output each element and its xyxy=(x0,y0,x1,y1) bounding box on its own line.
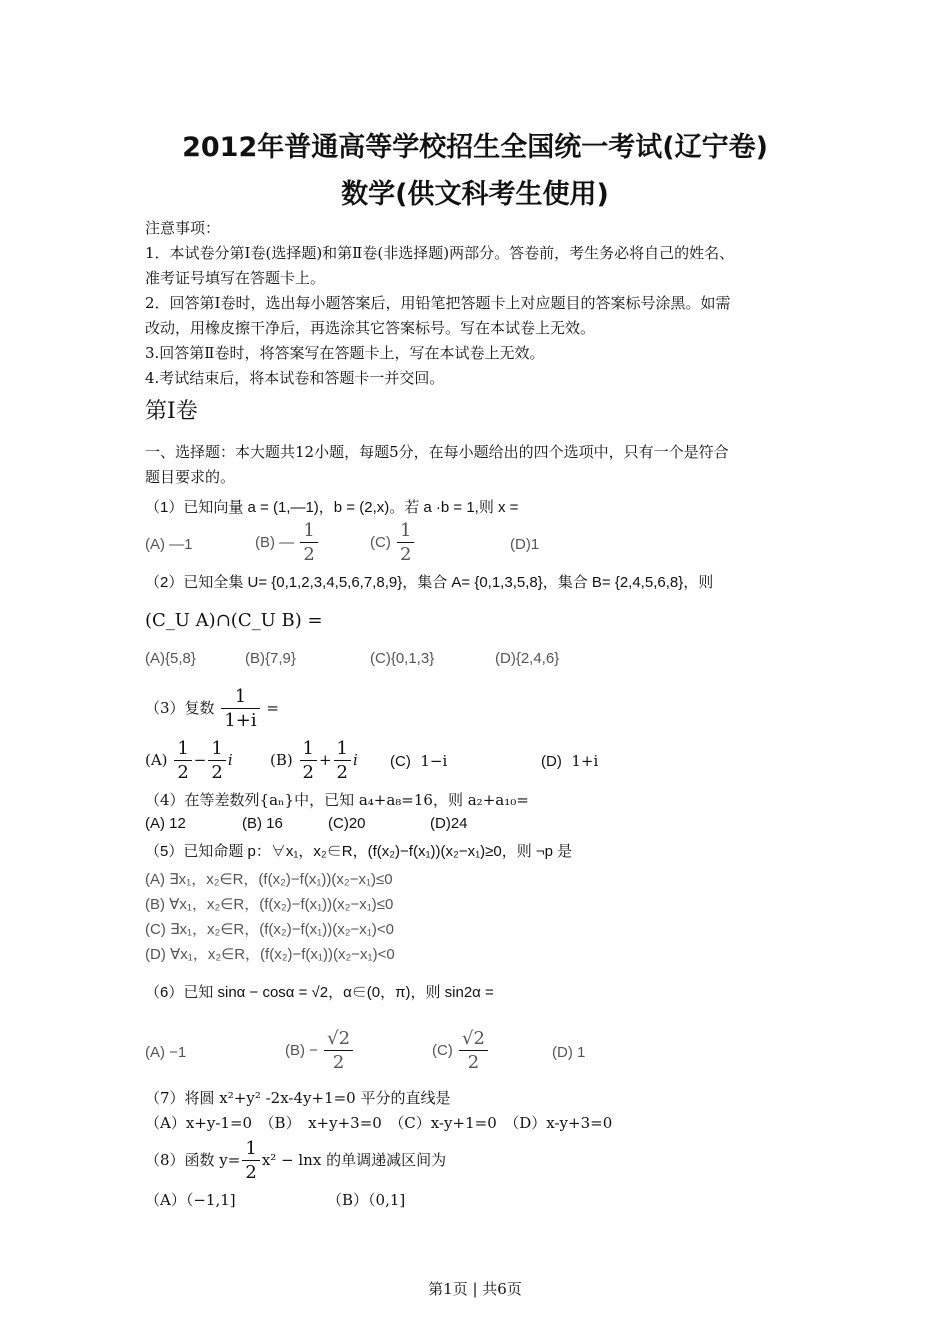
question-6-stem: （6）已知 sinα − cosα = √2，α∈(0，π)，则 sin2α = xyxy=(145,984,494,1001)
fraction: $\frac{1}{2}$ xyxy=(300,522,317,564)
q1-option-d: (D)1 xyxy=(510,536,540,553)
q5-option-d: (D) ∀x₁，x₂∈R，(f(x₂)−f(x₁))(x₂−x₁)<0 xyxy=(145,946,395,963)
q3-equals: = xyxy=(266,699,279,717)
question-1-stem: （1）已知向量 a = (1,—1)，b = (2,x)。若 a ·b = 1,则 x = xyxy=(145,499,519,516)
q8-option-b: （B）（0,1] xyxy=(327,1191,406,1209)
q5-option-a: (A) ∃x₁，x₂∈R，(f(x₂)−f(x₁))(x₂−x₁)≤0 xyxy=(145,871,393,888)
q5-option-c: (C) ∃x₁，x₂∈R，(f(x₂)−f(x₁))(x₂−x₁)<0 xyxy=(145,921,394,938)
q3-option-d-label: (D) xyxy=(541,753,562,770)
notes-heading: 注意事项： xyxy=(145,219,221,237)
fraction: $\frac{√2}{2}$ xyxy=(459,1030,488,1072)
q3-option-c-label: (C) xyxy=(390,753,411,770)
fraction: $\frac{√2}{2}$ xyxy=(324,1030,353,1072)
q1-option-c-label: (C) xyxy=(370,533,391,551)
q5-option-b: (B) ∀x₁，x₂∈R，(f(x₂)−f(x₁))(x₂−x₁)≤0 xyxy=(145,896,394,913)
section-intro: 题目要求的。 xyxy=(145,468,236,486)
section-intro: 一、选择题：本大题共12小题，每题5分，在每小题给出的四个选项中，只有一个是符合 xyxy=(145,443,729,461)
q3-option-a xyxy=(145,740,233,782)
q1-option-b xyxy=(255,522,320,564)
q4-option-d: (D)24 xyxy=(430,815,468,832)
q1-option-c xyxy=(370,522,416,564)
q7-options: （A）x+y-1=0 （B） x+y+3=0 （C）x-y+1=0 （D）x-y+3=0 xyxy=(145,1114,613,1132)
q3-option-c-value: 1−i xyxy=(420,752,448,770)
q3-option-b xyxy=(270,740,358,782)
question-4-stem: （4）在等差数列{aₙ}中，已知 a₄+a₈=16，则 a₂+a₁₀= xyxy=(145,791,529,809)
q1-option-a: (A) —1 xyxy=(145,536,193,553)
q8-stem-suffix: x² − lnx 的单调递减区间为 xyxy=(261,1151,447,1169)
q3-option-c xyxy=(390,752,447,770)
fraction: $\frac{1}{2}$ xyxy=(397,522,414,564)
q4-option-a: (A) 12 xyxy=(145,815,186,832)
q3-option-a-label: (A) xyxy=(145,751,168,769)
fraction: $\frac{1}{2}$ xyxy=(174,740,191,782)
q6-option-b xyxy=(285,1030,355,1072)
q6-option-b-label: (B) − xyxy=(285,1041,318,1059)
q3-option-d xyxy=(541,752,598,770)
exam-subtitle: 数学(供文科考生使用) xyxy=(341,179,609,210)
q6-option-c xyxy=(432,1030,490,1072)
minus-sign: − xyxy=(193,751,207,769)
q2-expression: (C_U A)∩(C_U B) = xyxy=(145,610,323,631)
fraction: $\frac{1}{2}$ xyxy=(208,740,225,782)
question-3-stem xyxy=(145,688,279,730)
imaginary-unit: i xyxy=(353,751,358,769)
note-line: 4.考试结束后，将本试卷和答题卡一并交回。 xyxy=(145,369,445,387)
question-8-stem xyxy=(145,1140,446,1182)
fraction: $\frac{1}{2}$ xyxy=(300,740,317,782)
note-line: 准考证号填写在答题卡上。 xyxy=(145,269,326,287)
imaginary-unit: i xyxy=(227,751,233,769)
q2-option-b: (B){7,9} xyxy=(245,650,296,667)
fraction: $\frac{1}{1+i}$ xyxy=(221,688,259,730)
q2-option-a: (A){5,8} xyxy=(145,650,196,667)
note-line: 2．回答第Ⅰ卷时，选出每小题答案后，用铅笔把答题卡上对应题目的答案标号涂黑。如需 xyxy=(145,294,731,312)
fraction: $\frac{1}{2}$ xyxy=(242,1140,259,1182)
plus-sign: + xyxy=(318,751,332,769)
q6-option-a: (A) −1 xyxy=(145,1044,187,1061)
q2-option-c: (C){0,1,3} xyxy=(370,650,435,667)
fraction: $\frac{1}{2}$ xyxy=(334,740,351,782)
q3-stem-text: （3）复数 xyxy=(145,699,215,717)
question-2-stem: （2）已知全集 U= {0,1,2,3,4,5,6,7,8,9}，集合 A= {0,1,3,5,8}，集合 B= {2,4,5,6,8}，则 xyxy=(145,574,714,591)
q8-stem-prefix: （8）函数 y= xyxy=(145,1151,241,1169)
note-line: 3.回答第Ⅱ卷时，将答案写在答题卡上，写在本试卷上无效。 xyxy=(145,344,545,362)
q6-option-d: (D) 1 xyxy=(552,1044,586,1061)
note-line: 改动，用橡皮擦干净后，再选涂其它答案标号。写在本试卷上无效。 xyxy=(145,319,596,337)
page-footer: 第1页 | 共6页 xyxy=(428,1280,522,1298)
section-title: 第Ⅰ卷 xyxy=(145,399,198,424)
q3-option-b-label: (B) xyxy=(270,751,293,769)
q6-option-c-label: (C) xyxy=(432,1041,453,1059)
note-line: 1．本试卷分第Ⅰ卷(选择题)和第Ⅱ卷(非选择题)两部分。答卷前，考生务必将自己的姓名、 xyxy=(145,244,735,262)
question-5-stem: （5）已知命题 p：∀x₁，x₂∈R，(f(x₂)−f(x₁))(x₂−x₁)≥0，则 ¬p 是 xyxy=(145,843,573,860)
question-7-stem: （7）将圆 x²+y² -2x-4y+1=0 平分的直线是 xyxy=(145,1089,451,1107)
q4-option-c: (C)20 xyxy=(328,815,366,832)
q4-option-b: (B) 16 xyxy=(242,815,283,832)
q2-option-d: (D){2,4,6} xyxy=(495,650,560,667)
q3-option-d-value: 1+i xyxy=(571,752,599,770)
q1-option-b-label: (B) — xyxy=(255,533,295,551)
q8-option-a: （A）（−1,1] xyxy=(145,1191,236,1209)
exam-title: 2012年普通高等学校招生全国统一考试(辽宁卷) xyxy=(182,132,768,163)
